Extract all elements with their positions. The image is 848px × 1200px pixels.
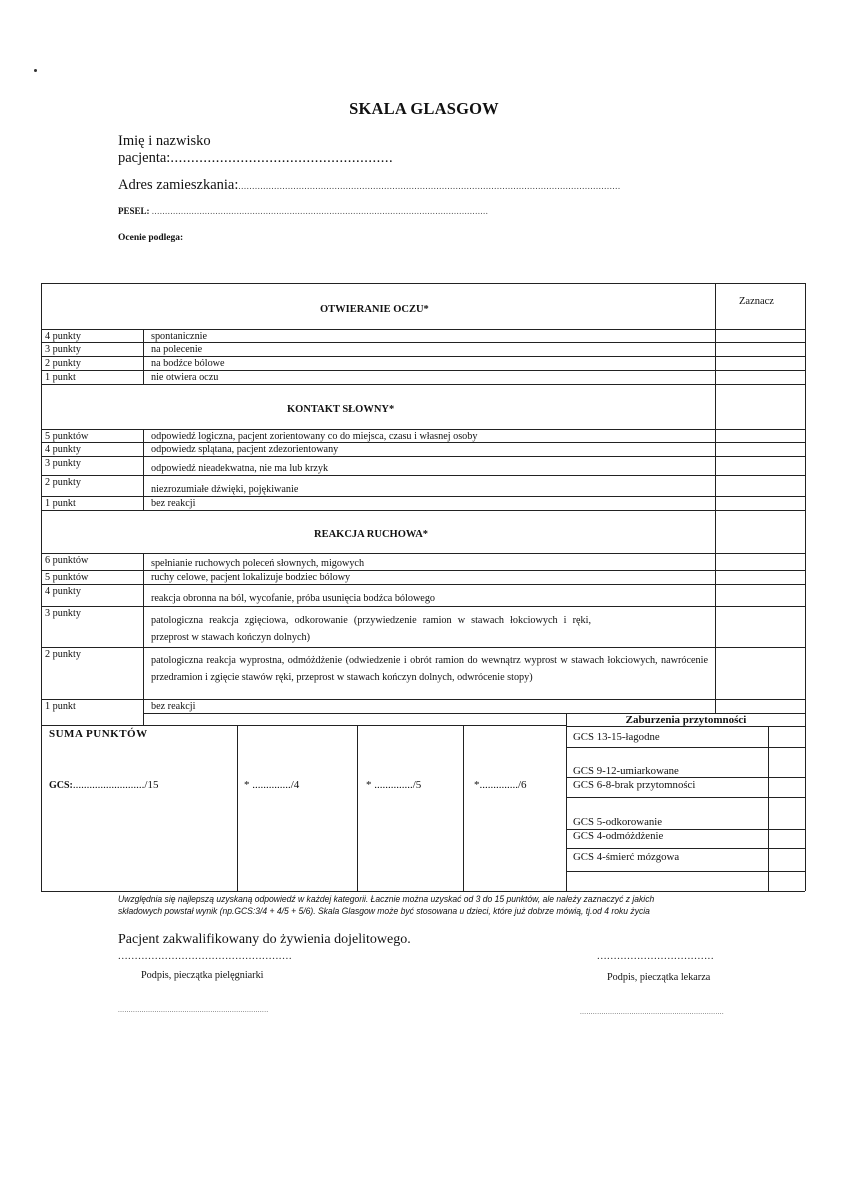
col-divider [566,713,567,891]
col-divider [357,725,358,891]
address-field[interactable] [118,177,621,194]
eyes-row-desc: na bodźce bólowe [151,358,225,369]
mark-checkbox-gcs-4-brain-death[interactable] [769,849,804,870]
nurse-signature-label: Podpis, pieczątka pielęgniarki [141,970,264,981]
consciousness-level: GCS 5-odkorowanie [573,816,663,828]
pesel-field[interactable] [118,206,488,216]
gcs-total-dots[interactable]: ........................../15 [72,779,159,791]
table-border-bottom [41,891,805,892]
mark-checkbox-motor-3[interactable] [716,607,804,646]
mark-checkbox-eyes-4[interactable] [716,330,804,342]
eyes-row-desc: nie otwiera oczu [151,372,219,383]
eyes-row-points: 1 punkt [45,372,76,383]
verbal-row-points: 3 punkty [45,458,81,469]
mark-checkbox-motor-5[interactable] [716,571,804,583]
col-divider [237,725,238,891]
mark-checkbox-motor-1[interactable] [716,700,804,712]
mark-checkbox-gcs-9-12[interactable] [769,748,804,776]
mark-checkbox-gcs-5[interactable] [769,798,804,828]
consciousness-level: GCS 13-15-łagodne [573,731,660,743]
doctor-signature-field[interactable]: ................................... [597,950,715,962]
motor-row-points: 5 punktów [45,572,89,583]
table-border-right [805,283,806,713]
eyes-score-field[interactable]: * ............../4 [244,779,300,791]
row-line [41,456,805,457]
verbal-row-points: 4 punkty [45,444,81,455]
section-title-eyes: OTWIERANIE OCZU* [320,304,429,315]
consciousness-level: GCS 4-odmóżdżenie [573,830,664,842]
motor-row-desc: ruchy celowe, pacjent lokalizuje bodziec bólowy [151,572,351,583]
row-line [41,584,805,585]
mark-checkbox-eyes-1[interactable] [716,371,804,383]
motor-row-points: 1 punkt [45,701,76,712]
motor-row-points: 4 punkty [45,586,81,597]
mark-checkbox-verbal-3[interactable] [716,457,804,474]
consciousness-title: Zaburzenia przytomności [625,714,747,726]
qualification-text: Pacjent zakwalifikowany do żywienia dojelitowego. [118,932,411,947]
assessed-label: Ocenie podlega: [118,233,184,243]
mark-checkbox-motor-4[interactable] [716,585,804,605]
motor-row-desc: bez reakcji [151,701,196,712]
verbal-row-points: 2 punkty [45,477,81,488]
verbal-row-desc: bez reakcji [151,498,196,509]
gcs-total-field[interactable] [49,779,158,791]
col-divider [143,553,144,725]
eyes-row-points: 2 punkty [45,358,81,369]
row-line [41,475,805,476]
motor-row-desc: reakcja obronna na ból, wycofanie, próba usunięcia bodźca bólowego [151,593,436,604]
verbal-row-desc: odpowiedz splątana, pacjent zdezorientowany [151,444,339,455]
mark-checkbox-verbal-5[interactable] [716,430,804,442]
motor-row-desc: spełnianie ruchowych poleceń słownych, migowych [151,558,365,569]
verbal-row-desc: niezrozumiałe dźwięki, pojękiwanie [151,484,299,495]
scoring-note [118,893,750,917]
row-line [41,510,805,511]
consciousness-level: GCS 4-śmierć mózgowa [573,851,680,863]
row-line [566,871,805,872]
mark-checkbox-motor-2[interactable] [716,648,804,698]
pesel-dots[interactable]: ............................................................................................................................... [151,206,489,216]
verbal-score-field[interactable]: * ............../5 [366,779,422,791]
nurse-signature-field[interactable]: .................................................... [118,950,293,962]
motor-row-desc: patologiczna reakcja wyprostna, odmóżdżenie (odwiedzenie i obrót ramion do wewnątrz wyprost w stawach łokciowych, nawrócenie przedramion i zgięcie stawów ręki, przeprost w stawach kończyn dolnych, odwrócenie stopy) [151,655,708,683]
eyes-row-desc: na polecenie [151,344,203,355]
mark-checkbox-motor-6[interactable] [716,554,804,569]
motor-row-desc: patologiczna reakcja zgięciowa, odkorowanie (przywiedzenie ramion w stawach łokciowych i ręki, przeprost w stawach kończyn dolnych) [151,615,591,643]
eyes-row-points: 4 punkty [45,331,81,342]
mark-column-header: Zaznacz [739,296,774,307]
address-dots[interactable]: ........................................................................................................................................... [238,181,621,191]
gcs-label: GCS: [49,780,73,791]
consciousness-level: GCS 6-8-brak przytomności [573,779,696,791]
scoring-note-line1: Uwzględnia się najlepszą uzyskaną odpowiedź w każdej kategorii. Łacznie można uzyskać od 3 do 15 punktów, ale należy zaznaczyć z jakich [118,894,655,904]
col-divider [143,429,144,510]
row-line [41,384,805,385]
table-border-left [41,283,42,892]
section-title-verbal: KONTAKT SŁOWNY* [287,404,395,415]
col-divider [463,725,464,891]
page-title: SKALA GLASGOW [349,99,499,118]
table-border-top [41,283,805,284]
nurse-signature-field-2[interactable]: ...................................................................... [118,1006,269,1014]
mark-checkbox-verbal-1[interactable] [716,497,804,509]
motor-row-points: 6 punktów [45,555,89,566]
scoring-note-line2: składowych powstał wynik (np.GCS:3/4 + 4/5 + 5/6). Skala Glasgow może być stosowana u dzieci, które już dobrze mówią, tj.od 4 roku życia [118,906,650,916]
verbal-row-desc: odpowiedź nieadekwatna, nie ma lub krzyk [151,463,329,474]
consciousness-level: GCS 9-12-umiarkowane [573,765,679,777]
motor-row-points: 3 punkty [45,608,81,619]
mark-checkbox-verbal-4[interactable] [716,443,804,455]
eyes-row-desc: spontanicznie [151,331,208,342]
mark-checkbox-gcs-13-15[interactable] [769,727,804,746]
verbal-row-desc: odpowiedź logiczna, pacjent zorientowany co do miejsca, czasu i własnej osoby [151,431,478,442]
patient-name-field[interactable] [118,133,393,167]
row-line [41,553,805,554]
mark-checkbox-eyes-2[interactable] [716,357,804,369]
motor-row-points: 2 punkty [45,649,81,660]
sum-label: SUMA PUNKTÓW [49,728,148,740]
patient-name-dots[interactable]: ...................................................... [170,150,394,166]
section-title-motor: REAKCJA RUCHOWA* [314,529,429,540]
doctor-signature-field-2[interactable]: ................................................................... [580,1008,725,1016]
motor-score-field[interactable]: *............../6 [474,779,527,791]
mark-checkbox-gcs-6-8[interactable] [769,778,804,796]
address-label: Adres zamieszkania: [118,177,239,193]
patient-name-label-line1: Imię i nazwisko [118,133,211,149]
pesel-label: PESEL: [118,206,150,216]
mark-checkbox-gcs-4-decerebrate[interactable] [769,830,804,847]
patient-name-label-line2: pacjenta: [118,150,171,166]
table-border-right [805,713,806,891]
mark-checkbox-eyes-3[interactable] [716,343,804,355]
row-line [41,606,805,607]
verbal-row-points: 5 punktów [45,431,89,442]
doctor-signature-label: Podpis, pieczątka lekarza [607,972,711,983]
verbal-row-points: 1 punkt [45,498,76,509]
mark-checkbox-verbal-2[interactable] [716,476,804,495]
eyes-row-points: 3 punkty [45,344,81,355]
col-divider [143,329,144,384]
scan-speck [34,69,37,72]
row-line [41,647,805,648]
row-line [41,725,566,726]
